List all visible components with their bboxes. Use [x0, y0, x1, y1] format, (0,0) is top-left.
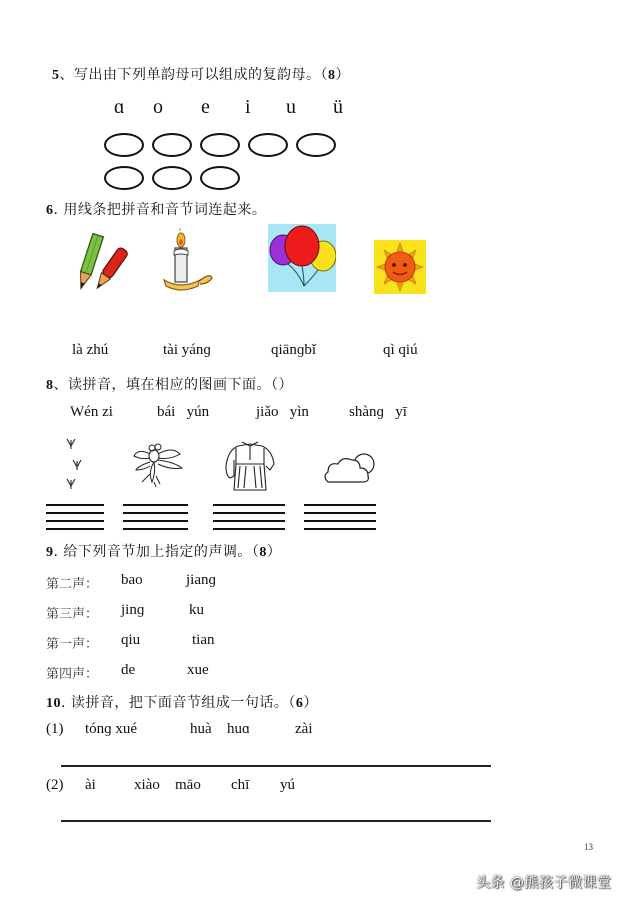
vowel-e: e: [201, 96, 210, 118]
answer-oval[interactable]: [104, 166, 144, 190]
bracket: ）: [335, 67, 350, 83]
pinyin-jiao-yin: jiǎo yìn: [256, 404, 309, 420]
question-number: 6: [46, 203, 54, 218]
tone-label: 第三声：: [46, 607, 99, 622]
answer-lines[interactable]: [46, 504, 104, 536]
syllable: tónɡ xué: [85, 721, 138, 737]
answer-lines[interactable]: [123, 504, 188, 536]
answer-oval[interactable]: [104, 133, 144, 157]
question-text: . 读拼音，把下面音节组成一句话。（: [61, 695, 296, 711]
tone-label: 第一声：: [46, 637, 99, 652]
pinyin-la-zhu: là zhú: [72, 342, 109, 358]
pinyin-tai-yang: tài yánɡ: [163, 342, 211, 358]
question-8-title: [46, 374, 293, 394]
mosquito-image: [130, 440, 186, 488]
question-points: 8: [259, 545, 267, 560]
question-text: 、写出由下列单韵母可以组成的复韵母。（: [59, 67, 328, 83]
syllable: ku: [189, 602, 204, 618]
question-points: 6: [295, 696, 304, 711]
syllable: de: [121, 662, 136, 678]
answer-lines[interactable]: [213, 504, 285, 536]
bracket: ）: [303, 695, 318, 711]
cloud-image: [322, 450, 378, 488]
pinyin-shang-yi: shànɡ yī: [349, 404, 407, 420]
vowel-u: u: [286, 96, 296, 118]
vowel-u-umlaut: ü: [333, 96, 343, 118]
tone-label: 第二声：: [46, 577, 99, 592]
balloons-image: [268, 224, 336, 294]
question-6-title: [46, 199, 266, 219]
question-number: 9: [46, 545, 54, 560]
question-number: 5: [52, 68, 60, 83]
question-number: 8: [46, 378, 54, 393]
question-5-title: [52, 64, 350, 84]
syllable: xiào: [134, 777, 160, 793]
answer-line[interactable]: [61, 765, 491, 767]
candle-image: [158, 226, 218, 294]
pinyin-wen-zi: Wén zi: [70, 404, 113, 420]
watermark: 头条 @熊孩子微课堂: [476, 875, 612, 891]
question-text: 、读拼音，填在相应的图画下面。（）: [53, 377, 293, 393]
pinyin-qiang-bi: qiānɡbǐ: [271, 342, 316, 358]
vowel-a: ɑ: [114, 96, 125, 118]
question-points: 8: [328, 68, 336, 83]
footprints-image: [64, 436, 88, 492]
vowel-o: o: [153, 96, 163, 118]
syllable: bao: [121, 572, 143, 588]
syllable: xue: [187, 662, 209, 678]
answer-oval[interactable]: [152, 166, 192, 190]
question-9-title: [46, 541, 281, 561]
syllable: ài: [85, 777, 96, 793]
question-10-title: [46, 692, 318, 712]
vowel-i: i: [245, 96, 251, 118]
question-number: 10: [46, 696, 61, 711]
syllable: huɑ: [227, 721, 250, 737]
page-number: 13: [584, 842, 593, 852]
tone-label: 第四声：: [46, 667, 99, 682]
syllable: jinɡ: [121, 602, 145, 618]
bracket: ）: [266, 544, 282, 560]
pencils-image: [72, 232, 128, 294]
syllable: māo: [175, 777, 201, 793]
syllable: chī: [231, 777, 250, 793]
item-label: (2): [46, 777, 64, 793]
question-text: . 给下列音节加上指定的声调。（: [53, 544, 260, 560]
answer-oval[interactable]: [248, 133, 288, 157]
pinyin-bai-yun: bái yún: [157, 404, 210, 420]
syllable: huà: [190, 721, 212, 737]
answer-oval[interactable]: [152, 133, 192, 157]
pinyin-qi-qiu: qì qiú: [383, 342, 418, 358]
answer-oval[interactable]: [296, 133, 336, 157]
item-label: (1): [46, 721, 64, 737]
syllable: yú: [280, 777, 295, 793]
syllable: zài: [295, 721, 313, 737]
sun-image: [374, 240, 426, 294]
syllable: qiu: [121, 632, 141, 648]
answer-lines[interactable]: [304, 504, 376, 536]
clothes-image: [222, 440, 278, 492]
syllable: tian: [192, 632, 215, 648]
answer-oval[interactable]: [200, 166, 240, 190]
answer-oval[interactable]: [200, 133, 240, 157]
question-text: . 用线条把拼音和音节词连起来。: [53, 202, 267, 218]
syllable: jianɡ: [186, 572, 216, 588]
answer-line[interactable]: [61, 820, 491, 822]
